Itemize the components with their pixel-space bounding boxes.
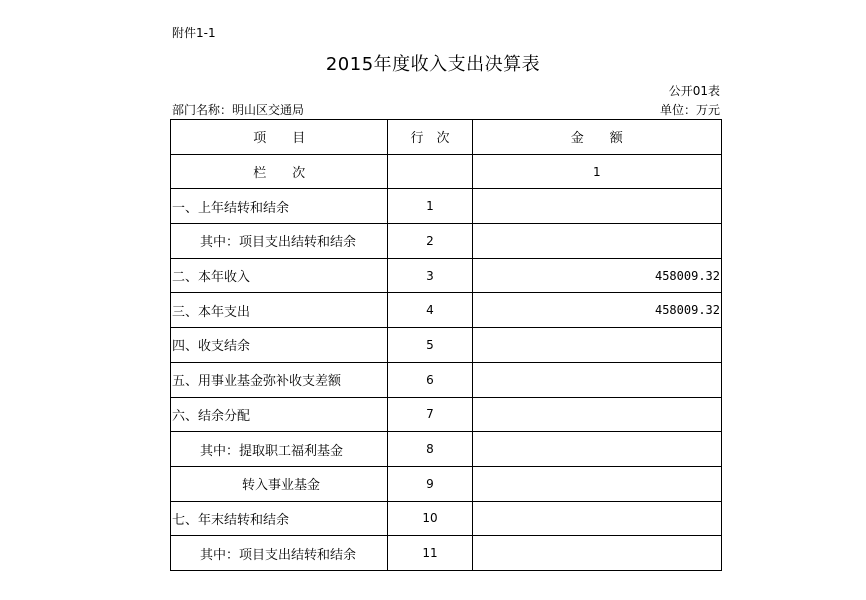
column-index-amount: 1 — [472, 154, 721, 189]
row-amount: 458009.32 — [472, 293, 721, 328]
row-amount — [472, 397, 721, 432]
unit-label: 单位：万元 — [659, 103, 720, 117]
row-line-number: 7 — [388, 397, 472, 432]
table-header-row — [171, 120, 722, 155]
row-item-label: 其中：项目支出结转和结余 — [171, 536, 388, 571]
table-row — [171, 328, 722, 363]
table-row — [171, 293, 722, 328]
table-row — [171, 189, 722, 224]
table-row — [171, 466, 722, 501]
row-item-label: 五、用事业基金弥补收支差额 — [171, 362, 388, 397]
column-index-label: 栏 次 — [171, 154, 388, 189]
department-name: 部门名称：明山区交通局 — [172, 103, 305, 117]
row-amount — [472, 189, 721, 224]
header-amount: 金 额 — [472, 120, 721, 155]
column-index-line — [388, 154, 472, 189]
row-line-number: 8 — [388, 432, 472, 467]
row-amount — [472, 362, 721, 397]
row-item-label: 其中：提取职工福利基金 — [171, 432, 388, 467]
table-row — [171, 501, 722, 536]
row-amount — [472, 432, 721, 467]
row-amount — [472, 328, 721, 363]
row-item-label: 一、上年结转和结余 — [171, 189, 388, 224]
table-row — [171, 432, 722, 467]
row-item-label: 七、年末结转和结余 — [171, 501, 388, 536]
table-row — [171, 362, 722, 397]
header-item: 项 目 — [171, 120, 388, 155]
report-title: 2015年度收入支出决算表 — [325, 54, 541, 75]
row-line-number: 10 — [388, 501, 472, 536]
row-item-label: 二、本年收入 — [171, 258, 388, 293]
row-amount — [472, 466, 721, 501]
income-expenditure-table — [170, 119, 722, 571]
row-line-number: 1 — [388, 189, 472, 224]
row-line-number: 9 — [388, 466, 472, 501]
form-code: 公开01表 — [668, 84, 720, 98]
row-amount: 458009.32 — [472, 258, 721, 293]
attachment-label: 附件1-1 — [172, 26, 216, 40]
row-line-number: 2 — [388, 224, 472, 259]
table-row — [171, 224, 722, 259]
column-index-row — [171, 154, 722, 189]
table-row — [171, 258, 722, 293]
row-item-label: 其中：项目支出结转和结余 — [171, 224, 388, 259]
header-line: 行 次 — [388, 120, 472, 155]
row-amount — [472, 536, 721, 571]
row-item-label: 转入事业基金 — [171, 466, 388, 501]
table-row — [171, 536, 722, 571]
row-line-number: 3 — [388, 258, 472, 293]
row-amount — [472, 501, 721, 536]
row-item-label: 六、结余分配 — [171, 397, 388, 432]
row-amount — [472, 224, 721, 259]
row-line-number: 6 — [388, 362, 472, 397]
table-row — [171, 397, 722, 432]
row-item-label: 三、本年支出 — [171, 293, 388, 328]
row-item-label: 四、收支结余 — [171, 328, 388, 363]
row-line-number: 11 — [388, 536, 472, 571]
row-line-number: 4 — [388, 293, 472, 328]
row-line-number: 5 — [388, 328, 472, 363]
